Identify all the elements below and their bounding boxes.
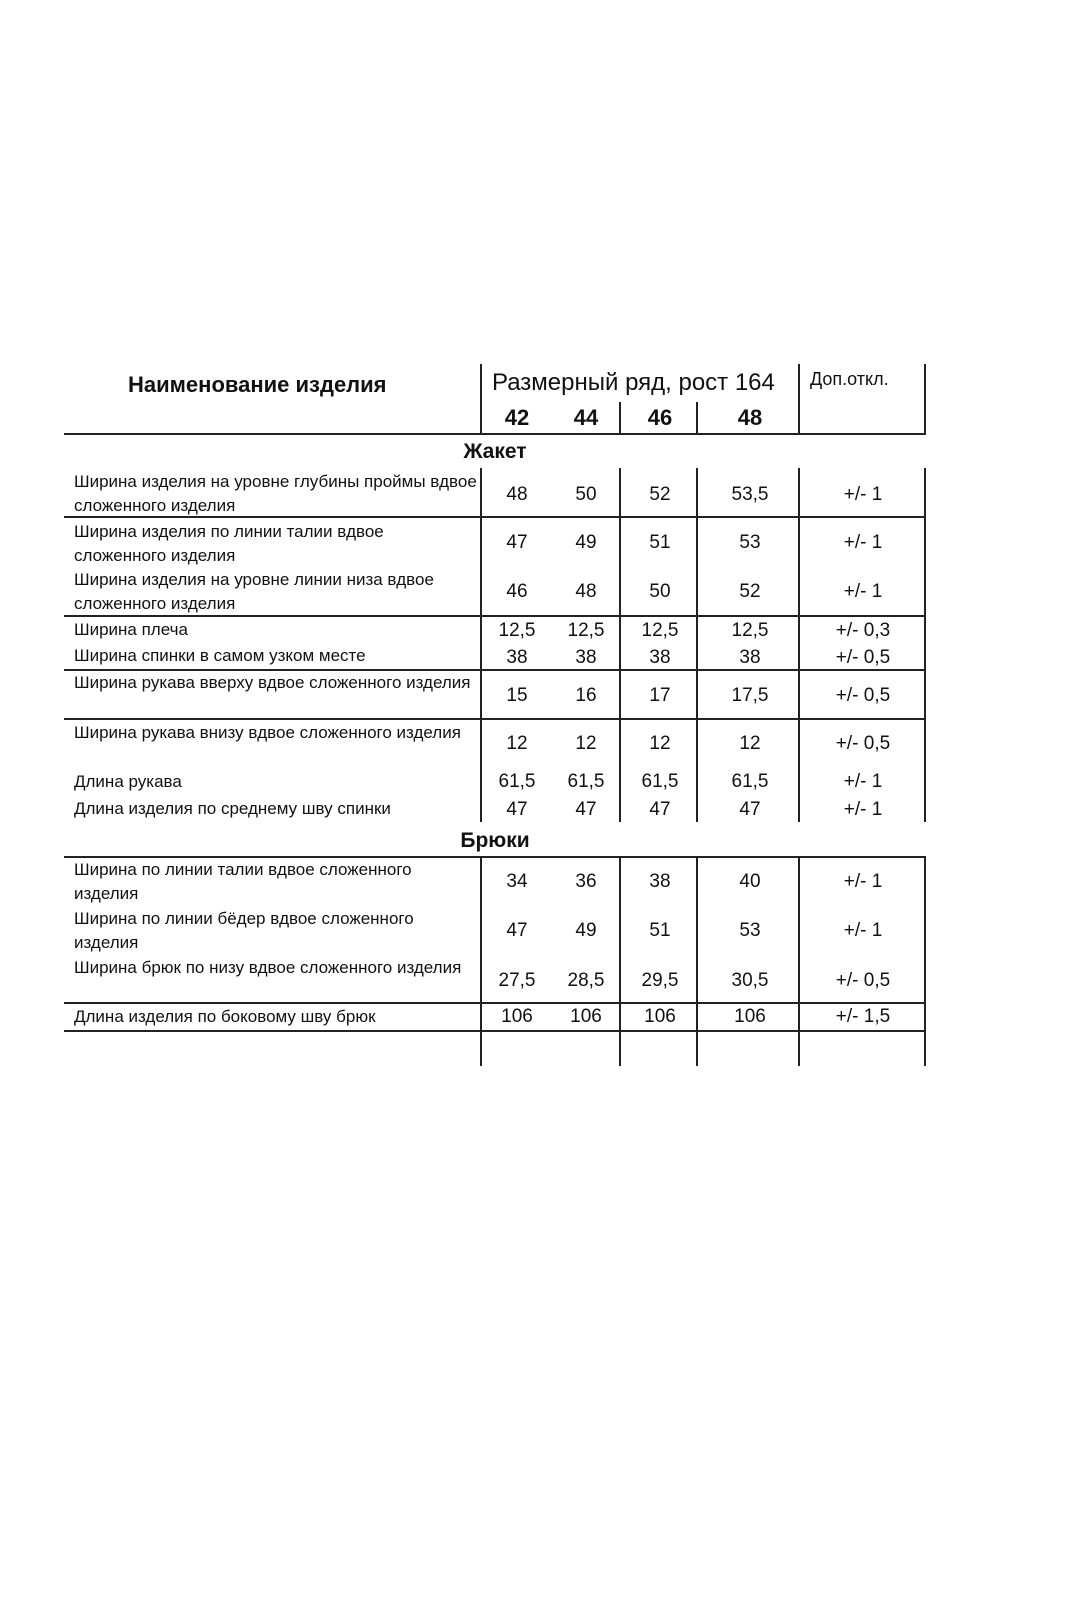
row-label: Ширина рукава внизу вдвое сложенного изделия [74, 723, 461, 742]
value-cell: 47 [506, 532, 528, 553]
row-label: Ширина по линии бёдер вдвое сложенного изделия [74, 909, 414, 952]
tolerance-header: Доп.откл. [810, 369, 889, 389]
row-label: Длина изделия по среднему шву спинки [74, 799, 391, 818]
value-cell: 52 [739, 581, 761, 602]
tolerance-cell: +/- 1 [843, 532, 883, 553]
divider [64, 516, 926, 518]
row-label: Длина рукава [74, 772, 182, 791]
value-cell: 12,5 [498, 620, 536, 641]
row-label: Длина изделия по боковому шву брюк [74, 1007, 376, 1026]
tolerance-cell: +/- 1 [843, 871, 883, 892]
divider [798, 364, 800, 434]
value-cell: 12,5 [641, 620, 679, 641]
value-cell: 106 [644, 1006, 676, 1027]
value-cell: 38 [649, 647, 671, 668]
divider [64, 1002, 926, 1004]
value-cell: 53 [739, 920, 761, 941]
divider [696, 402, 698, 434]
value-cell: 12 [739, 733, 761, 754]
value-cell: 40 [739, 871, 761, 892]
value-cell: 61,5 [641, 771, 679, 792]
size-44: 44 [573, 405, 599, 430]
value-cell: 48 [506, 484, 528, 505]
divider [619, 402, 621, 434]
size-48: 48 [737, 405, 763, 430]
value-cell: 27,5 [498, 970, 536, 991]
tolerance-cell: +/- 0,5 [835, 647, 891, 668]
tolerance-cell: +/- 0,5 [835, 970, 891, 991]
value-cell: 28,5 [567, 970, 605, 991]
value-cell: 29,5 [641, 970, 679, 991]
value-cell: 36 [575, 871, 597, 892]
tolerance-cell: +/- 1 [843, 799, 883, 820]
value-cell: 38 [739, 647, 761, 668]
value-cell: 61,5 [498, 771, 536, 792]
row-label: Ширина по линии талии вдвое сложенного изделия [74, 860, 412, 903]
value-cell: 106 [734, 1006, 766, 1027]
size-42: 42 [504, 405, 530, 430]
size-range-header: Размерный ряд, рост 164 [492, 369, 775, 396]
value-cell: 34 [506, 871, 528, 892]
value-cell: 16 [575, 685, 597, 706]
value-cell: 52 [649, 484, 671, 505]
value-cell: 12,5 [567, 620, 605, 641]
divider [64, 433, 926, 435]
row-label: Ширина изделия на уровне линии низа вдвое сложенного изделия [74, 570, 434, 613]
value-cell: 50 [575, 484, 597, 505]
tolerance-cell: +/- 1 [843, 920, 883, 941]
value-cell: 106 [570, 1006, 602, 1027]
divider [64, 615, 926, 617]
row-label: Ширина изделия по линии талии вдвое сложенного изделия [74, 522, 384, 565]
size-46: 46 [647, 405, 673, 430]
tolerance-cell: +/- 1,5 [835, 1006, 891, 1027]
value-cell: 61,5 [731, 771, 769, 792]
value-cell: 38 [506, 647, 528, 668]
tolerance-cell: +/- 0,5 [835, 685, 891, 706]
value-cell: 49 [575, 920, 597, 941]
value-cell: 53,5 [731, 484, 769, 505]
value-cell: 51 [649, 920, 671, 941]
value-cell: 38 [575, 647, 597, 668]
divider [64, 1030, 926, 1032]
value-cell: 51 [649, 532, 671, 553]
tolerance-cell: +/- 1 [843, 771, 883, 792]
value-cell: 17 [649, 685, 671, 706]
value-cell: 53 [739, 532, 761, 553]
value-cell: 12,5 [731, 620, 769, 641]
value-cell: 12 [506, 733, 528, 754]
value-cell: 47 [506, 799, 528, 820]
row-label: Ширина брюк по низу вдвое сложенного изделия [74, 958, 462, 977]
tolerance-cell: +/- 0,5 [835, 733, 891, 754]
divider [64, 718, 926, 720]
section-title-jacket: Жакет [463, 440, 527, 463]
value-cell: 12 [575, 733, 597, 754]
tolerance-cell: +/- 0,3 [835, 620, 891, 641]
tolerance-cell: +/- 1 [843, 484, 883, 505]
value-cell: 38 [649, 871, 671, 892]
value-cell: 50 [649, 581, 671, 602]
row-label: Ширина спинки в самом узком месте [74, 646, 366, 665]
value-cell: 106 [501, 1006, 533, 1027]
row-label: Ширина изделия на уровне глубины проймы вдвое сложенного изделия [74, 472, 477, 515]
value-cell: 17,5 [731, 685, 769, 706]
value-cell: 15 [506, 685, 528, 706]
value-cell: 48 [575, 581, 597, 602]
value-cell: 30,5 [731, 970, 769, 991]
divider [480, 364, 482, 434]
value-cell: 49 [575, 532, 597, 553]
value-cell: 46 [506, 581, 528, 602]
value-cell: 47 [575, 799, 597, 820]
tolerance-cell: +/- 1 [843, 581, 883, 602]
row-label: Ширина плеча [74, 620, 188, 639]
product-name-header: Наименование изделия [128, 372, 387, 397]
value-cell: 47 [649, 799, 671, 820]
value-cell: 12 [649, 733, 671, 754]
divider [924, 364, 926, 434]
section-title-trousers: Брюки [460, 829, 530, 852]
value-cell: 47 [739, 799, 761, 820]
value-cell: 47 [506, 920, 528, 941]
value-cell: 61,5 [567, 771, 605, 792]
row-label: Ширина рукава вверху вдвое сложенного изделия [74, 673, 471, 692]
